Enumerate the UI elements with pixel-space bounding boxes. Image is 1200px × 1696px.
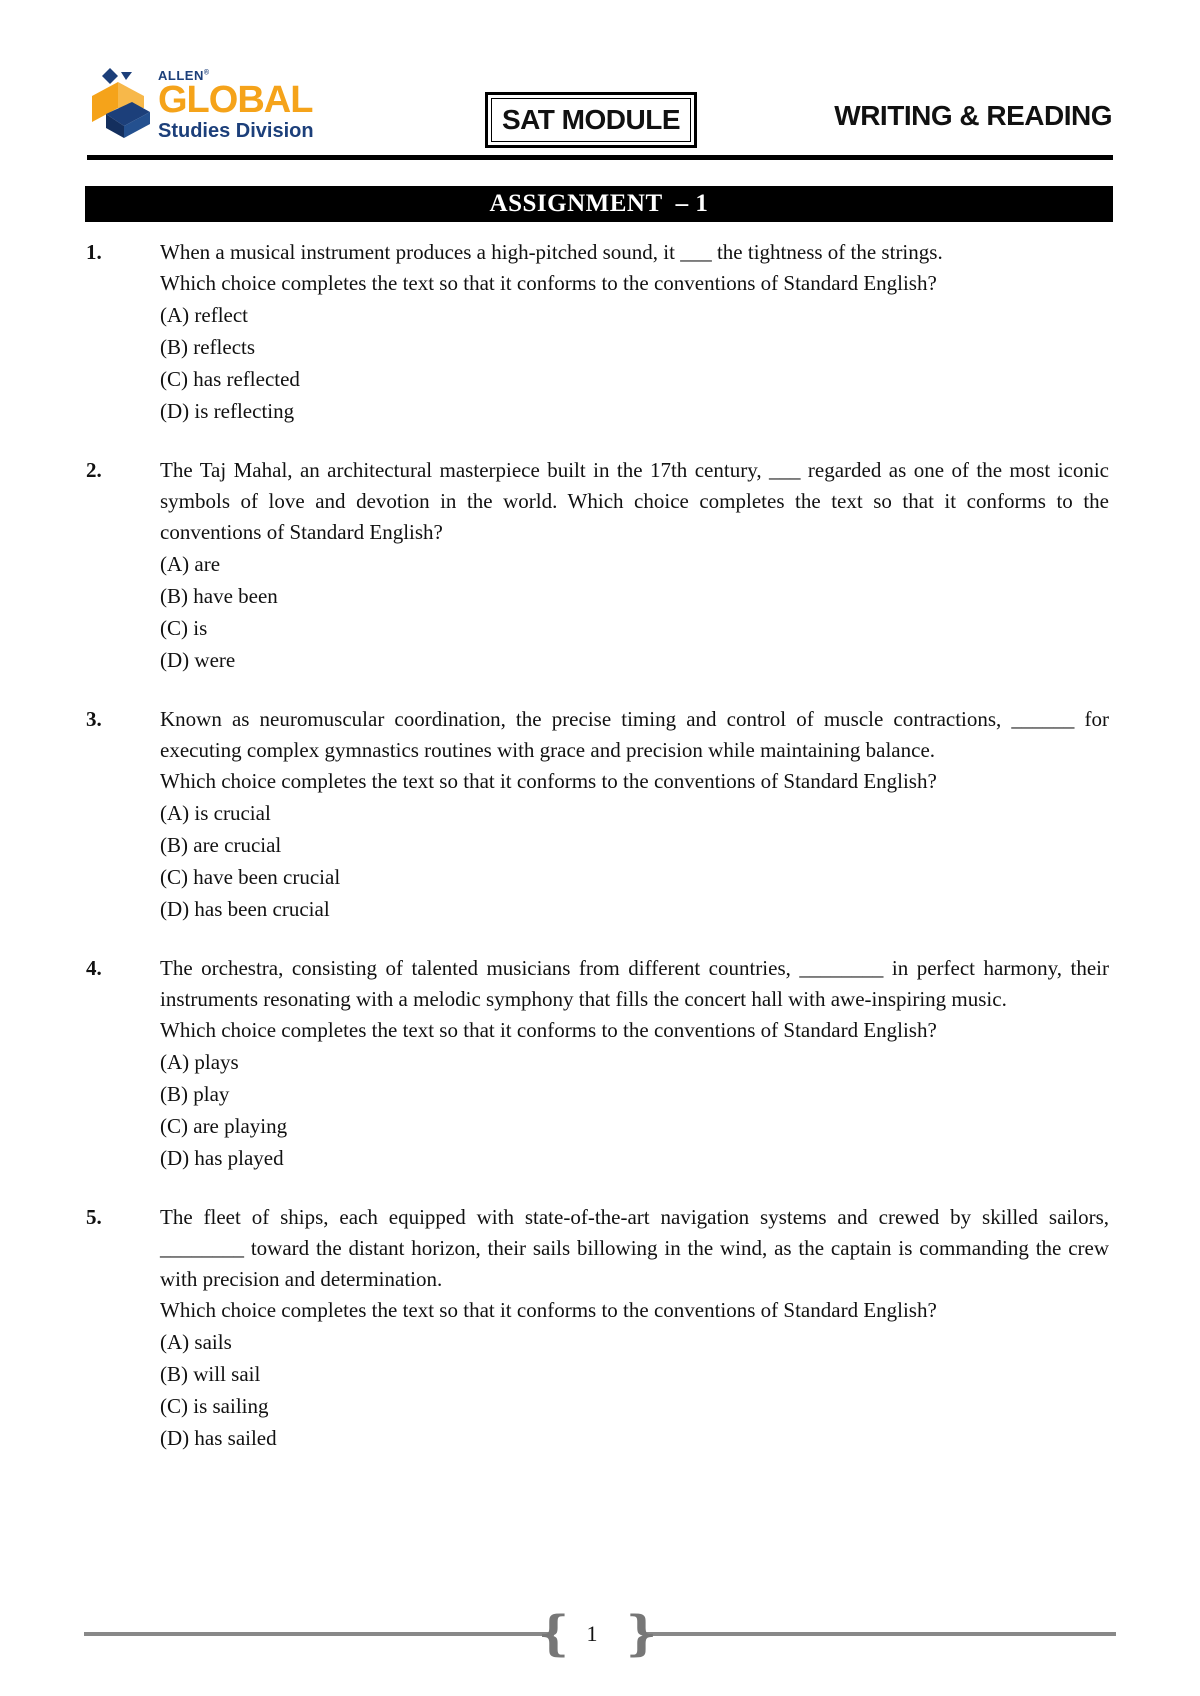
module-label: SAT MODULE <box>491 98 691 142</box>
option-b: (B) are crucial <box>160 833 282 857</box>
option-c: (C) is <box>160 616 208 640</box>
option-b: (B) reflects <box>160 335 256 359</box>
question-number: 3. <box>86 707 102 731</box>
footer-rule-right <box>646 1632 1116 1636</box>
option-d: (D) has sailed <box>160 1426 277 1450</box>
header-divider <box>87 155 1113 160</box>
module-badge <box>485 92 697 148</box>
question-prompt: Which choice completes the text so that it conforms to the conventions of Standard English? <box>160 1018 937 1042</box>
question-stem: Known as neuromuscular coordination, the precise timing and control of muscle contractions, ______ for executing complex gymnastics routines with grace and precision while maintaining balance. <box>160 707 1109 762</box>
option-a: (A) reflect <box>160 303 249 327</box>
question-stem: The orchestra, consisting of talented musicians from different countries, ________ in perfect harmony, their instruments resonating with a melodic symphony that fills the concert hall with awe-inspiring music. <box>160 956 1109 1011</box>
question-stem: The Taj Mahal, an architectural masterpiece built in the 17th century, ___ regarded as one of the most iconic symbols of love and devotion in the world. Which choice completes the text so that it conforms to the conventions of Standard English? <box>160 458 1109 544</box>
page-number: 1 <box>586 1621 598 1646</box>
question-2 <box>0 455 1200 676</box>
option-c: (C) are playing <box>160 1114 288 1138</box>
option-c: (C) is sailing <box>160 1394 269 1418</box>
question-5 <box>0 1202 1200 1454</box>
right-brace-icon: } <box>626 1606 657 1662</box>
question-prompt: Which choice completes the text so that it conforms to the conventions of Standard English? <box>160 1298 937 1322</box>
question-stem: When a musical instrument produces a high-pitched sound, it ___ the tightness of the strings. <box>160 240 943 264</box>
logo-division-text: Studies Division <box>158 120 314 142</box>
allen-global-logo <box>88 66 338 146</box>
option-d: (D) has played <box>160 1146 284 1170</box>
question-stem: The fleet of ships, each equipped with state-of-the-art navigation systems and crewed by skilled sailors, ________ toward the distant horizon, their sails billowing in the wind, as the captain is commanding the crew with precision and determination. <box>160 1205 1109 1291</box>
subject-label: WRITING & READING <box>834 100 1112 131</box>
logo-cube-icon <box>88 68 154 140</box>
option-d: (D) were <box>160 648 236 672</box>
option-c: (C) have been crucial <box>160 865 341 889</box>
option-b: (B) have been <box>160 584 278 608</box>
logo-brand-text: ALLEN® <box>158 68 210 83</box>
assignment-title: ASSIGNMENT – 1 <box>85 186 1113 222</box>
footer-rule-left <box>84 1632 554 1636</box>
logo-global-text: GLOBAL <box>158 79 313 121</box>
question-number: 5. <box>86 1205 102 1229</box>
question-prompt: Which choice completes the text so that it conforms to the conventions of Standard English? <box>160 271 937 295</box>
question-number: 4. <box>86 956 102 980</box>
question-4 <box>0 953 1200 1174</box>
question-list <box>0 237 1200 1482</box>
option-a: (A) are <box>160 552 221 576</box>
question-3 <box>0 704 1200 925</box>
question-1 <box>0 237 1200 427</box>
left-brace-icon: { <box>538 1606 569 1662</box>
option-d: (D) has been crucial <box>160 897 330 921</box>
option-a: (A) plays <box>160 1050 239 1074</box>
option-a: (A) sails <box>160 1330 232 1354</box>
option-d: (D) is reflecting <box>160 399 295 423</box>
option-b: (B) will sail <box>160 1362 261 1386</box>
option-c: (C) has reflected <box>160 367 300 391</box>
question-number: 2. <box>86 458 102 482</box>
option-b: (B) play <box>160 1082 230 1106</box>
question-prompt: Which choice completes the text so that it conforms to the conventions of Standard English? <box>160 769 937 793</box>
option-a: (A) is crucial <box>160 801 271 825</box>
question-number: 1. <box>86 240 102 264</box>
